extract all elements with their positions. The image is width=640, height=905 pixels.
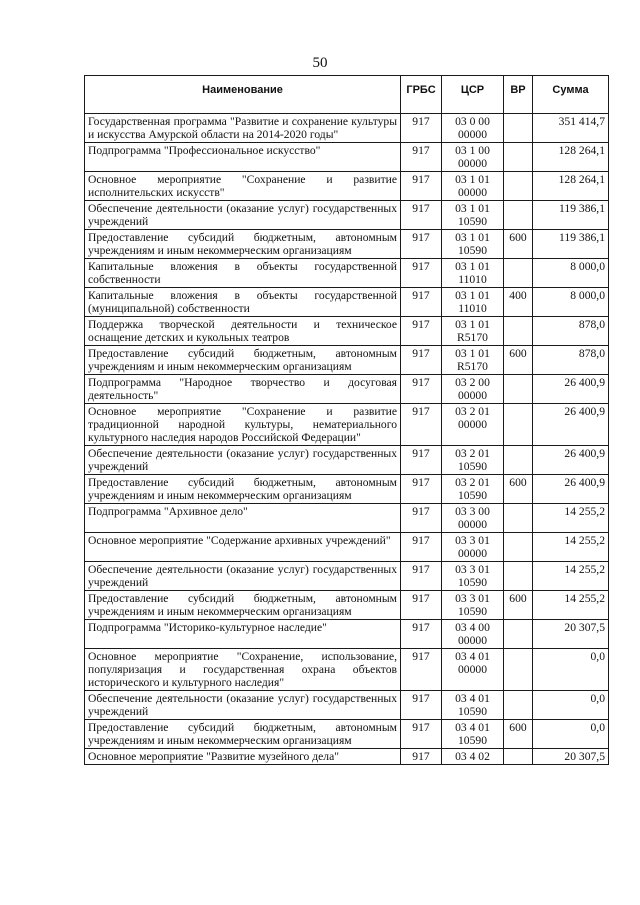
row-name-cell: Государственная программа "Развитие и сохранение культуры и искусства Амурской области на 2014-2020 годы" [85, 114, 401, 143]
row-vr-cell: 400 [504, 288, 533, 317]
row-csr-cell: 03 1 01 R5170 [442, 317, 504, 346]
table-row [85, 533, 609, 562]
row-grbs-cell: 917 [401, 230, 442, 259]
row-vr-cell: 600 [504, 475, 533, 504]
row-vr-cell [504, 317, 533, 346]
row-grbs-cell: 917 [401, 259, 442, 288]
row-sum-cell: 128 264,1 [533, 143, 609, 172]
row-vr-cell [504, 504, 533, 533]
header-grbs: ГРБС [401, 76, 442, 114]
table-row [85, 620, 609, 649]
row-sum-cell: 119 386,1 [533, 201, 609, 230]
row-sum-cell: 351 414,7 [533, 114, 609, 143]
table-row [85, 230, 609, 259]
table-row [85, 201, 609, 230]
row-vr-cell [504, 259, 533, 288]
row-csr-cell: 03 2 01 00000 [442, 404, 504, 446]
row-name-cell: Основное мероприятие "Сохранение и развитие исполнительских искусств" [85, 172, 401, 201]
row-sum-cell: 14 255,2 [533, 562, 609, 591]
row-vr-cell [504, 533, 533, 562]
row-vr-cell [504, 114, 533, 143]
row-sum-cell: 128 264,1 [533, 172, 609, 201]
row-csr-cell: 03 1 01 R5170 [442, 346, 504, 375]
row-csr-cell: 03 4 01 10590 [442, 691, 504, 720]
row-name-cell: Подпрограмма "Профессиональное искусство" [85, 143, 401, 172]
row-grbs-cell: 917 [401, 620, 442, 649]
row-sum-cell: 26 400,9 [533, 446, 609, 475]
row-name-cell: Предоставление субсидий бюджетным, автономным учреждениям и иным некоммерческим организациям [85, 475, 401, 504]
table-row [85, 475, 609, 504]
row-csr-cell: 03 4 02 [442, 749, 504, 765]
table-body [85, 114, 609, 765]
row-vr-cell [504, 375, 533, 404]
row-name-cell: Обеспечение деятельности (оказание услуг) государственных учреждений [85, 201, 401, 230]
table-row [85, 346, 609, 375]
header-sum: Сумма [533, 76, 609, 114]
row-name-cell: Капитальные вложения в объекты государственной собственности [85, 259, 401, 288]
row-sum-cell: 14 255,2 [533, 504, 609, 533]
row-csr-cell: 03 2 01 10590 [442, 446, 504, 475]
row-vr-cell [504, 620, 533, 649]
table-row [85, 375, 609, 404]
row-grbs-cell: 917 [401, 317, 442, 346]
row-sum-cell: 14 255,2 [533, 533, 609, 562]
header-vr: ВР [504, 76, 533, 114]
row-vr-cell [504, 691, 533, 720]
header-row [85, 76, 609, 114]
row-sum-cell: 8 000,0 [533, 259, 609, 288]
row-sum-cell: 8 000,0 [533, 288, 609, 317]
row-name-cell: Основное мероприятие "Сохранение и развитие традиционной народной культуры, нематериального культурного наследия народов Российской Федерации" [85, 404, 401, 446]
row-sum-cell: 14 255,2 [533, 591, 609, 620]
row-grbs-cell: 917 [401, 172, 442, 201]
header-name: Наименование [85, 76, 401, 114]
row-grbs-cell: 917 [401, 114, 442, 143]
row-name-cell: Предоставление субсидий бюджетным, автономным учреждениям и иным некоммерческим организациям [85, 591, 401, 620]
table-row [85, 691, 609, 720]
row-vr-cell: 600 [504, 346, 533, 375]
row-grbs-cell: 917 [401, 288, 442, 317]
row-grbs-cell: 917 [401, 691, 442, 720]
row-csr-cell: 03 1 01 11010 [442, 288, 504, 317]
row-grbs-cell: 917 [401, 143, 442, 172]
header-csr: ЦСР [442, 76, 504, 114]
row-name-cell: Поддержка творческой деятельности и техническое оснащение детских и кукольных театров [85, 317, 401, 346]
row-name-cell: Обеспечение деятельности (оказание услуг) государственных учреждений [85, 562, 401, 591]
table-row [85, 172, 609, 201]
row-grbs-cell: 917 [401, 346, 442, 375]
row-name-cell: Подпрограмма "Историко-культурное наследие" [85, 620, 401, 649]
row-vr-cell [504, 404, 533, 446]
table-row [85, 259, 609, 288]
row-csr-cell: 03 1 01 10590 [442, 230, 504, 259]
row-name-cell: Предоставление субсидий бюджетным, автономным учреждениям и иным некоммерческим организациям [85, 720, 401, 749]
row-grbs-cell: 917 [401, 649, 442, 691]
row-vr-cell: 600 [504, 720, 533, 749]
row-sum-cell: 0,0 [533, 691, 609, 720]
row-csr-cell: 03 3 01 10590 [442, 562, 504, 591]
row-grbs-cell: 917 [401, 562, 442, 591]
table-row [85, 114, 609, 143]
row-sum-cell: 20 307,5 [533, 620, 609, 649]
row-csr-cell: 03 4 00 00000 [442, 620, 504, 649]
table-row [85, 562, 609, 591]
row-csr-cell: 03 1 01 11010 [442, 259, 504, 288]
row-grbs-cell: 917 [401, 504, 442, 533]
row-grbs-cell: 917 [401, 201, 442, 230]
row-grbs-cell: 917 [401, 720, 442, 749]
table-header [85, 76, 609, 114]
row-name-cell: Подпрограмма "Народное творчество и досуговая деятельность" [85, 375, 401, 404]
row-name-cell: Обеспечение деятельности (оказание услуг) государственных учреждений [85, 446, 401, 475]
row-vr-cell: 600 [504, 591, 533, 620]
row-vr-cell [504, 446, 533, 475]
row-csr-cell: 03 3 00 00000 [442, 504, 504, 533]
page-number: 50 [312, 55, 328, 71]
row-grbs-cell: 917 [401, 749, 442, 765]
row-sum-cell: 878,0 [533, 346, 609, 375]
row-csr-cell: 03 0 00 00000 [442, 114, 504, 143]
row-name-cell: Подпрограмма "Архивное дело" [85, 504, 401, 533]
row-csr-cell: 03 2 00 00000 [442, 375, 504, 404]
row-vr-cell [504, 649, 533, 691]
row-sum-cell: 26 400,9 [533, 404, 609, 446]
row-vr-cell [504, 172, 533, 201]
row-grbs-cell: 917 [401, 446, 442, 475]
row-sum-cell: 878,0 [533, 317, 609, 346]
table-row [85, 649, 609, 691]
row-csr-cell: 03 1 01 00000 [442, 172, 504, 201]
row-vr-cell: 600 [504, 230, 533, 259]
row-grbs-cell: 917 [401, 533, 442, 562]
row-csr-cell: 03 4 01 10590 [442, 720, 504, 749]
row-csr-cell: 03 1 00 00000 [442, 143, 504, 172]
row-name-cell: Основное мероприятие "Сохранение, использование, популяризация и государственная охрана объектов исторического и культурного наследия" [85, 649, 401, 691]
row-sum-cell: 20 307,5 [533, 749, 609, 765]
row-vr-cell [504, 562, 533, 591]
row-grbs-cell: 917 [401, 375, 442, 404]
row-name-cell: Предоставление субсидий бюджетным, автономным учреждениям и иным некоммерческим организациям [85, 346, 401, 375]
row-grbs-cell: 917 [401, 404, 442, 446]
row-vr-cell [504, 749, 533, 765]
table-row [85, 591, 609, 620]
table-row [85, 404, 609, 446]
row-grbs-cell: 917 [401, 475, 442, 504]
row-grbs-cell: 917 [401, 591, 442, 620]
table-row [85, 720, 609, 749]
row-csr-cell: 03 3 01 10590 [442, 591, 504, 620]
row-name-cell: Капитальные вложения в объекты государственной (муниципальной) собственности [85, 288, 401, 317]
table-row [85, 749, 609, 765]
budget-table [84, 75, 609, 765]
row-csr-cell: 03 2 01 10590 [442, 475, 504, 504]
table-row [85, 504, 609, 533]
table-row [85, 288, 609, 317]
table-row [85, 446, 609, 475]
row-sum-cell: 0,0 [533, 720, 609, 749]
table-row [85, 143, 609, 172]
table-row [85, 317, 609, 346]
row-sum-cell: 26 400,9 [533, 375, 609, 404]
row-csr-cell: 03 1 01 10590 [442, 201, 504, 230]
row-csr-cell: 03 4 01 00000 [442, 649, 504, 691]
row-name-cell: Основное мероприятие "Развитие музейного дела" [85, 749, 401, 765]
row-vr-cell [504, 143, 533, 172]
row-name-cell: Обеспечение деятельности (оказание услуг) государственных учреждений [85, 691, 401, 720]
row-name-cell: Основное мероприятие "Содержание архивных учреждений" [85, 533, 401, 562]
row-sum-cell: 26 400,9 [533, 475, 609, 504]
row-name-cell: Предоставление субсидий бюджетным, автономным учреждениям и иным некоммерческим организациям [85, 230, 401, 259]
row-csr-cell: 03 3 01 00000 [442, 533, 504, 562]
row-vr-cell [504, 201, 533, 230]
row-sum-cell: 0,0 [533, 649, 609, 691]
row-sum-cell: 119 386,1 [533, 230, 609, 259]
